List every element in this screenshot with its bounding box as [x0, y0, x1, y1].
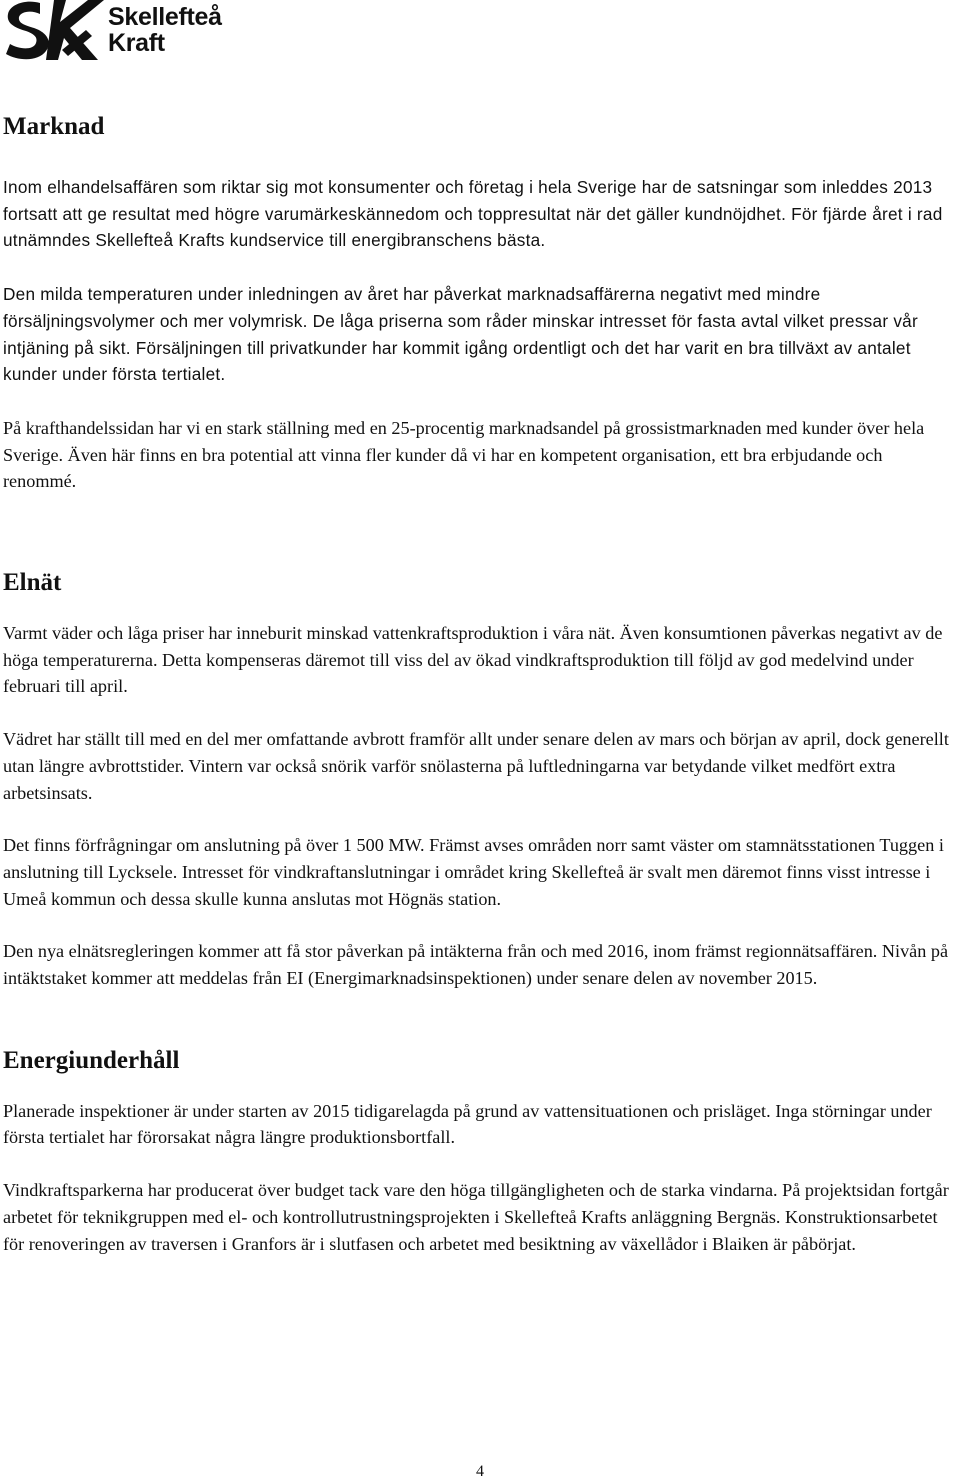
page-number: 4 [476, 1463, 484, 1480]
paragraph: På krafthandelssidan har vi en stark ställning med en 25-procentig marknadsandel på grossistmarknaden med kunder över hela Sverige. Även här finns en bra potential att vinna fler kunder då vi har en kompetent organisation, ett bra erbjudande och renommé. [3, 417, 925, 492]
section-heading: Energiunderhåll [3, 1046, 180, 1074]
paragraph: Vindkraftsparkerna har producerat över budget tack vare den höga tillgängligheten och de starka vindarna. På projektsidan fortgår arbetet för teknikgruppen med el- och kontrollutrustningsprojekten i Skellefteå Krafts anläggning Bergnäs. Konstruktionsarbetet för renoveringen av traversen i Granfors är i slutfasen och arbetet med besiktning av växellådor i Blaiken är påbörjat. [3, 1180, 949, 1254]
paragraph: Vädret har ställt till med en del mer omfattande avbrott framför allt under senare delen av mars och början av april, dock generellt utan längre avbrottstider. Vintern var också snörik varför snölasterna på luftledningarna var betydande vilket medfört extra arbetsinsats. [3, 729, 949, 803]
paragraph: Planerade inspektioner är under starten av 2015 tidigarelagda på grund av vattensituationen och prisläget. Inga störningar under första tertialet har förorsakat några längre produktionsbortfall. [3, 1100, 932, 1148]
logo-wordmark-line1: Skellefteå [108, 3, 222, 31]
section-marknad [3, 112, 957, 495]
paragraph: Varmt väder och låga priser har inneburit minskad vattenkraftsproduktion i våra nät. Även konsumtionen påverkas negativt av de höga temperaturerna. Detta kompenseras däremot till viss del av ökad vindkraftsproduktion till följd av god medelvind under februari till april. [3, 623, 943, 697]
logo-wordmark [108, 4, 222, 56]
paragraph: Den nya elnätsregleringen kommer att få stor påverkan på intäkterna från och med 2016, inom främst regionnätsaffären. Nivån på intäktstaket kommer att meddelas från EI (Energimarknadsinspektionen) under senare delen av november 2015. [3, 941, 949, 989]
section-energiunderhall [3, 1046, 957, 1258]
logo-wordmark-line2: Kraft [108, 29, 165, 57]
paragraph: Den milda temperaturen under inledningen av året har påverkat marknadsaffärerna negativt med mindre försäljningsvolymer och mer volymrisk. De låga priserna som råder minskar intresset för fasta avtal vilket pressar vår intjäning på sikt. Försäljningen till privatkunder har kommit igång ordentligt och det har varit en bra tillväxt av antalet kunder under första tertialet. [3, 284, 918, 385]
logo-mark-icon [4, 0, 104, 66]
section-elnat [3, 568, 957, 992]
section-heading: Elnät [3, 569, 62, 597]
skelleftea-kraft-logo [4, 0, 234, 66]
document-body [3, 112, 957, 1257]
paragraph: Inom elhandelsaffären som riktar sig mot konsumenter och företag i hela Sverige har de satsningar som inleddes 2013 fortsatt att ge resultat med högre varumärkeskännedom och toppresultat när det gäller kundnöjdhet. För fjärde året i rad utnämndes Skellefteå Krafts kundservice till energibranschens bästa. [3, 177, 943, 251]
section-heading: Marknad [3, 113, 105, 140]
paragraph: Det finns förfrågningar om anslutning på över 1 500 MW. Främst avses områden norr samt väster om stamnätsstationen Tuggen i anslutning till Lycksele. Intresset för vindkraftanslutningar i området kring Skellefteå är svalt men däremot finns visst intresse i Umeå kommun och dessa skulle kunna anslutas mot Högnäs station. [3, 835, 944, 909]
